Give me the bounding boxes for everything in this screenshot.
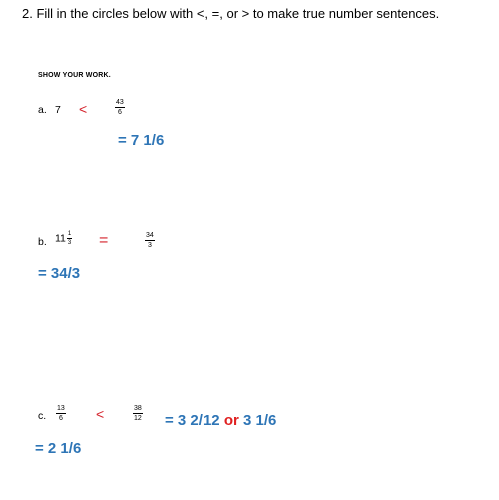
answer-part-one: = 3 2/12: [165, 412, 220, 429]
fraction-denominator: 6: [117, 109, 122, 116]
fraction-denominator: 3: [147, 242, 152, 249]
problem-b-answer: = 34/3: [38, 265, 81, 282]
problem-c-answer-second: = 2 1/6: [35, 440, 82, 457]
problem-c-left-fraction: [56, 405, 66, 422]
problem-b-right-fraction: [145, 232, 155, 249]
fraction-numerator: 1: [67, 231, 72, 237]
problem-a-left-value: 7: [55, 104, 61, 116]
problem-c-right-fraction: [133, 405, 143, 422]
mixed-fraction: [67, 231, 72, 246]
mixed-whole: 11: [55, 232, 66, 245]
fraction-numerator: 38: [134, 405, 142, 412]
problem-c-comparison-symbol: <: [96, 406, 105, 422]
problem-a-comparison-symbol: <: [79, 101, 88, 117]
fraction-denominator: 6: [58, 415, 63, 422]
answer-or-word: or: [223, 412, 239, 429]
question-text: 2. Fill in the circles below with <, =, or > to make true number sentences.: [22, 6, 440, 21]
problem-c-label: c.: [38, 410, 47, 422]
answer-part-two: 3 1/6: [242, 412, 277, 429]
fraction-denominator: 3: [67, 240, 72, 246]
problem-a-right-fraction: [115, 99, 125, 116]
fraction-numerator: 43: [116, 99, 124, 106]
problem-c-answer: [165, 412, 276, 429]
fraction-numerator: 13: [57, 405, 65, 412]
problem-b-left-mixed-number: [55, 231, 72, 246]
problem-a-label: a.: [38, 104, 47, 116]
problem-b-comparison-symbol: =: [99, 232, 109, 249]
problem-a-answer: = 7 1/6: [118, 132, 165, 149]
fraction-numerator: 34: [146, 232, 154, 239]
fraction-denominator: 12: [134, 415, 142, 422]
problem-b-label: b.: [38, 236, 47, 248]
show-work-label: SHOW YOUR WORK.: [38, 72, 111, 79]
